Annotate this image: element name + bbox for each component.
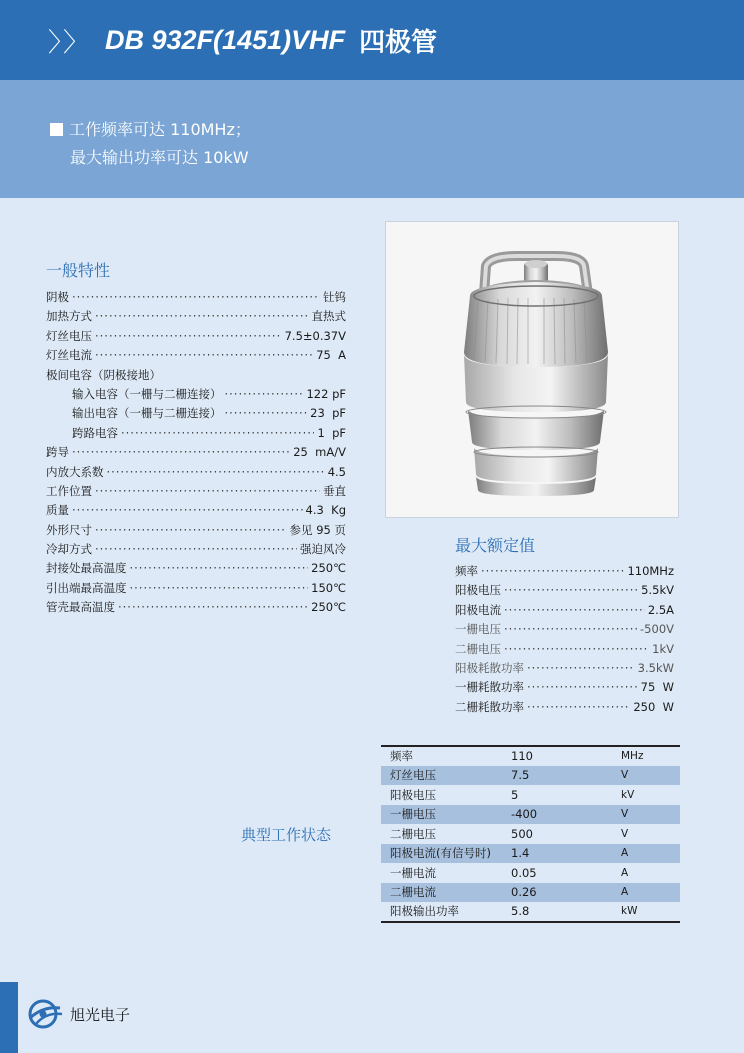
param-name: 一栅电流 [390, 865, 436, 880]
spec-label: 灯丝电流 [46, 348, 92, 363]
spec-value: 250℃ [311, 561, 346, 576]
dot-leader [225, 406, 308, 420]
spec-value: 25 mA/V [293, 445, 346, 460]
spec-label: 质量 [46, 503, 69, 518]
spec-label: 内放大系数 [46, 464, 104, 479]
spec-row [455, 602, 674, 621]
spec-value: -500V [640, 622, 674, 637]
tetrode-tube-image [386, 222, 679, 518]
spec-label: 阳极电压 [455, 583, 501, 598]
dot-leader [130, 581, 309, 595]
param-unit: A [621, 844, 680, 864]
table-row [381, 766, 680, 786]
dot-leader [72, 445, 290, 459]
table-row [381, 805, 680, 825]
dot-leader [95, 309, 309, 323]
dot-leader [504, 622, 637, 636]
spec-row [455, 699, 674, 718]
param-unit: V [621, 827, 629, 840]
spec-value: 垂直 [323, 483, 346, 498]
spec-row [46, 386, 346, 405]
spec-value: 23 pF [310, 406, 346, 421]
spec-label: 加热方式 [46, 309, 92, 324]
spec-row [46, 522, 346, 541]
spec-value: 直热式 [311, 309, 346, 324]
spec-label: 输出电容（一栅与二栅连接） [72, 406, 222, 421]
spec-value: 250 W [633, 699, 674, 714]
table-row [381, 824, 680, 844]
company-logo-icon [26, 998, 64, 1030]
table-row [381, 785, 680, 805]
spec-label: 二栅电压 [455, 641, 501, 656]
param-name: 一栅电压 [381, 805, 511, 825]
dot-leader [72, 503, 303, 517]
spec-value: 强迫风冷 [300, 542, 346, 557]
dot-leader [527, 661, 635, 675]
spec-row [46, 367, 346, 386]
spec-value: 参见 95 页 [289, 522, 346, 537]
dot-leader [118, 600, 308, 614]
param-value: -400 [511, 805, 621, 825]
spec-value: 150℃ [311, 580, 346, 595]
param-name: 二栅电流 [381, 883, 511, 903]
feature-text-2: 最大输出功率可达 10kW [70, 148, 249, 167]
spec-row [455, 563, 674, 582]
param-name: 频率 [390, 749, 413, 764]
footer-logo [26, 998, 130, 1030]
spec-value: 7.5±0.37V [284, 328, 346, 343]
spec-value: 3.5kW [637, 660, 674, 675]
page-title: DB 932F(1451)VHF [105, 24, 346, 55]
param-unit: A [621, 866, 629, 879]
chevron-icon: 〉〉 [48, 27, 92, 58]
dot-leader [130, 561, 309, 575]
spec-row [46, 580, 346, 599]
spec-value: 122 pF [306, 386, 346, 401]
param-value: 5.8 [511, 904, 530, 919]
feature-text-1: 工作频率可达 110MHz； [69, 120, 251, 139]
typical-title: 典型工作状态 [241, 826, 332, 844]
general-section-title: 一般特性 [46, 261, 111, 280]
dot-leader [72, 290, 320, 304]
spec-row [46, 347, 346, 366]
spec-label: 二栅耗散功率 [455, 699, 524, 714]
header-bar [0, 0, 744, 80]
spec-row [46, 328, 346, 347]
spec-label: 阳极耗散功率 [455, 660, 524, 675]
param-unit: V [621, 805, 680, 825]
spec-row [455, 641, 674, 660]
table-row [381, 902, 680, 922]
spec-value: 5.5kV [641, 583, 674, 598]
spec-label: 跨路电容 [72, 425, 118, 440]
dot-leader [504, 583, 638, 597]
param-unit: V [621, 766, 680, 786]
spec-row [46, 405, 346, 424]
spec-row [46, 289, 346, 308]
table-row [381, 746, 680, 766]
spec-label: 灯丝电压 [46, 328, 92, 343]
spec-row [46, 560, 346, 579]
spec-label: 极间电容（阴极接地） [46, 367, 161, 382]
param-unit: A [621, 883, 680, 903]
table-row [381, 863, 680, 883]
spec-row [46, 464, 346, 483]
dot-leader [225, 387, 304, 401]
spec-label: 一栅耗散功率 [455, 680, 524, 695]
param-value: 110 [511, 749, 533, 764]
spec-label: 跨导 [46, 445, 69, 460]
dot-leader [481, 564, 624, 578]
spec-value: 250℃ [311, 600, 346, 615]
spec-value: 75 A [316, 348, 346, 363]
spec-value: 1kV [652, 641, 674, 656]
param-name: 阳极输出功率 [390, 904, 459, 919]
spec-value: 110MHz [627, 564, 674, 578]
footer-bar [0, 982, 18, 1053]
feature-line-2 [50, 144, 744, 172]
spec-row [46, 599, 346, 618]
param-value: 0.26 [511, 883, 621, 903]
spec-label: 频率 [455, 564, 478, 578]
spec-label: 外形尺寸 [46, 522, 92, 537]
max-ratings-title: 最大额定值 [455, 536, 536, 555]
max-ratings-list [455, 563, 674, 718]
dot-leader [504, 642, 649, 656]
dot-leader [504, 603, 645, 617]
spec-label: 工作位置 [46, 483, 92, 498]
table-row [381, 844, 680, 864]
dot-leader [527, 700, 630, 714]
table-row [381, 883, 680, 903]
param-value: 0.05 [511, 865, 537, 880]
spec-label: 输入电容（一栅与二栅连接） [72, 386, 222, 401]
spec-label: 引出端最高温度 [46, 580, 127, 595]
dot-leader [107, 465, 325, 479]
spec-row [46, 502, 346, 521]
dot-leader [95, 329, 282, 343]
param-value: 5 [511, 787, 519, 802]
spec-row [455, 660, 674, 679]
spec-label: 管壳最高温度 [46, 600, 115, 615]
spec-value: 75 W [640, 680, 674, 695]
spec-row [46, 483, 346, 502]
spec-label: 封接处最高温度 [46, 561, 127, 576]
tube-photo [385, 221, 679, 518]
spec-value: 2.5A [647, 602, 674, 617]
spec-row [46, 425, 346, 444]
spec-value: 4.3 Kg [305, 503, 346, 518]
spec-row [455, 621, 674, 640]
dot-leader [527, 680, 638, 694]
param-unit: kW [621, 905, 638, 918]
page-title-cn: 四极管 [359, 27, 438, 58]
dot-leader [95, 348, 313, 362]
spec-label: 阴极 [46, 290, 69, 304]
spec-value: 1 pF [317, 425, 346, 440]
spec-row [46, 541, 346, 560]
dot-leader [95, 523, 287, 537]
spec-value: 钍钨 [323, 290, 346, 304]
spec-label: 一栅电压 [455, 622, 501, 637]
param-name: 二栅电压 [390, 826, 436, 841]
spec-row [455, 679, 674, 698]
param-value: 1.4 [511, 844, 621, 864]
company-name: 旭光电子 [70, 1005, 131, 1024]
param-value: 7.5 [511, 766, 621, 786]
param-name: 阳极电流(有信号时) [381, 844, 511, 864]
feature-band [0, 80, 744, 198]
typical-table [381, 745, 680, 923]
spec-label: 冷却方式 [46, 542, 92, 557]
param-name: 灯丝电压 [381, 766, 511, 786]
feature-line-1 [50, 116, 744, 144]
spec-row [46, 308, 346, 327]
spec-value: 4.5 [327, 464, 346, 479]
param-name: 阳极电压 [390, 787, 436, 802]
general-spec-list [46, 289, 346, 619]
dot-leader [95, 484, 320, 498]
param-unit: MHz [621, 750, 644, 763]
square-bullet-icon [50, 123, 63, 136]
dot-leader [95, 542, 297, 556]
spec-row [455, 582, 674, 601]
param-unit: kV [621, 788, 635, 801]
dot-leader [121, 426, 314, 440]
spec-label: 阳极电流 [455, 602, 501, 617]
param-value: 500 [511, 826, 533, 841]
spec-row [46, 444, 346, 463]
